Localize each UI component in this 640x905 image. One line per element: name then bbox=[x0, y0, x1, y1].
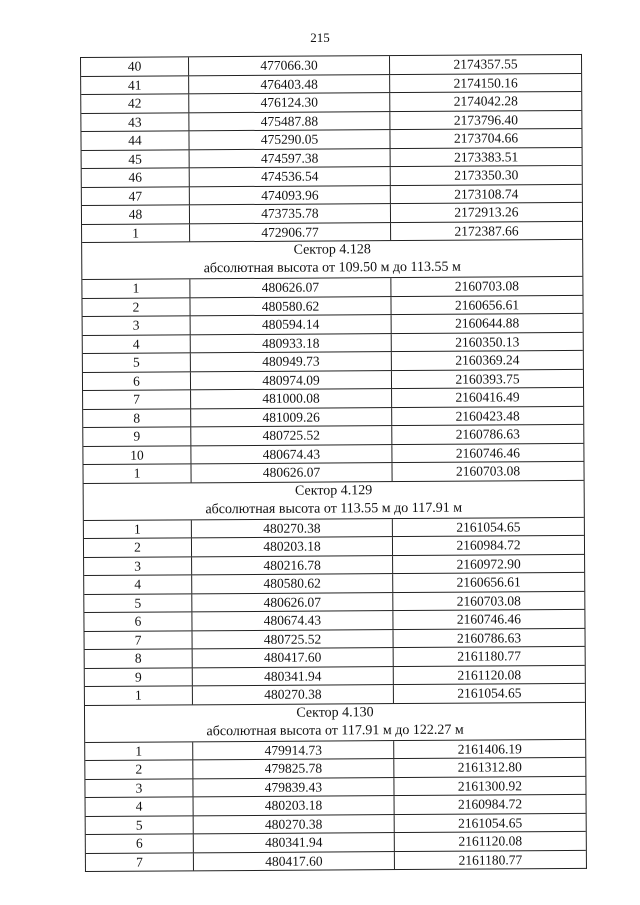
point-number-cell: 3 bbox=[85, 779, 193, 797]
point-number-cell: 7 bbox=[85, 631, 193, 649]
x-coordinate-cell: 480626.07 bbox=[190, 278, 391, 297]
point-number-cell: 1 bbox=[82, 224, 190, 242]
x-coordinate-cell: 477066.30 bbox=[189, 56, 390, 75]
table-row bbox=[82, 294, 582, 316]
x-coordinate-cell: 480203.18 bbox=[194, 796, 395, 815]
table-row bbox=[86, 849, 586, 871]
table-row bbox=[81, 109, 581, 131]
y-coordinate-cell: 2160656.61 bbox=[454, 296, 520, 313]
table-row bbox=[82, 165, 582, 187]
y-coordinate-cell: 2174042.28 bbox=[453, 93, 518, 109]
table-row bbox=[85, 646, 585, 668]
table-row bbox=[84, 609, 584, 631]
y-coordinate-cell: 2160423.48 bbox=[455, 407, 520, 424]
table-row bbox=[83, 424, 583, 446]
y-coordinate-cell: 2160416.49 bbox=[455, 389, 520, 405]
y-coordinate-cell: 2160972.90 bbox=[456, 555, 521, 572]
y-coordinate-cell: 2161054.65 bbox=[457, 685, 522, 701]
table-row bbox=[83, 461, 583, 483]
y-coordinate-cell: 2160786.63 bbox=[455, 426, 520, 442]
table-row bbox=[85, 757, 585, 779]
x-coordinate-cell: 475487.88 bbox=[189, 112, 390, 131]
y-coordinate-cell: 2160393.75 bbox=[455, 370, 520, 387]
x-coordinate-cell: 480417.60 bbox=[194, 852, 395, 871]
point-number-cell: 1 bbox=[84, 520, 192, 538]
point-number-cell: 2 bbox=[85, 760, 193, 778]
point-number-cell: 6 bbox=[83, 372, 191, 390]
point-number-cell: 1 bbox=[85, 686, 193, 704]
x-coordinate-cell: 479839.43 bbox=[193, 778, 394, 797]
y-coordinate-cell: 2161300.92 bbox=[457, 777, 523, 794]
x-coordinate-cell: 480270.38 bbox=[193, 685, 394, 704]
table-row bbox=[84, 535, 584, 557]
sector-title: Сектор 4.129 bbox=[294, 482, 373, 499]
sector-altitude-range: абсолютная высота от 113.55 м до 117.91 м bbox=[205, 500, 463, 517]
point-number-cell: 46 bbox=[82, 168, 190, 186]
x-coordinate-cell: 475290.05 bbox=[189, 130, 390, 149]
point-number-cell: 5 bbox=[83, 353, 191, 371]
point-number-cell: 47 bbox=[82, 187, 190, 205]
page-number: 215 bbox=[310, 30, 330, 45]
coordinate-table bbox=[80, 54, 587, 872]
x-coordinate-cell: 476124.30 bbox=[189, 93, 390, 112]
point-number-cell: 4 bbox=[83, 335, 191, 353]
y-coordinate-cell: 2160656.61 bbox=[456, 574, 521, 590]
table-row bbox=[83, 442, 583, 464]
x-coordinate-cell: 481009.26 bbox=[191, 408, 392, 427]
table-row bbox=[85, 664, 585, 686]
y-coordinate-cell: 2172913.26 bbox=[454, 204, 519, 220]
y-coordinate-cell: 2161120.08 bbox=[457, 666, 522, 683]
y-coordinate-cell: 2160746.46 bbox=[455, 444, 521, 461]
x-coordinate-cell: 474536.54 bbox=[190, 167, 391, 186]
point-number-cell: 10 bbox=[83, 446, 191, 464]
table-row bbox=[81, 128, 581, 150]
table-row bbox=[84, 516, 584, 538]
y-coordinate-cell: 2173108.74 bbox=[454, 185, 519, 202]
x-coordinate-cell: 480674.43 bbox=[191, 445, 392, 464]
table-row bbox=[85, 775, 585, 797]
table-row bbox=[81, 91, 581, 113]
y-coordinate-cell: 2160369.24 bbox=[455, 352, 520, 368]
point-number-cell: 42 bbox=[81, 94, 189, 112]
x-coordinate-cell: 480933.18 bbox=[191, 334, 392, 353]
table-row bbox=[81, 54, 581, 76]
x-coordinate-cell: 480580.62 bbox=[192, 574, 393, 593]
point-number-cell: 40 bbox=[81, 57, 189, 75]
point-number-cell: 5 bbox=[84, 594, 192, 612]
x-coordinate-cell: 480725.52 bbox=[193, 630, 394, 649]
y-coordinate-cell: 2161120.08 bbox=[458, 833, 523, 849]
table-row bbox=[83, 350, 583, 372]
x-coordinate-cell: 480341.94 bbox=[193, 667, 394, 686]
y-coordinate-cell: 2161054.65 bbox=[458, 814, 523, 831]
point-number-cell: 4 bbox=[84, 575, 192, 593]
point-number-cell: 3 bbox=[83, 316, 191, 334]
y-coordinate-cell: 2161180.77 bbox=[457, 648, 522, 664]
x-coordinate-cell: 480270.38 bbox=[194, 815, 395, 834]
table-row bbox=[81, 72, 581, 94]
sector-altitude-range: абсолютная высота от 117.91 м до 122.27 м bbox=[206, 722, 464, 739]
y-coordinate-cell: 2173796.40 bbox=[453, 111, 518, 128]
table-row bbox=[83, 331, 583, 353]
point-number-cell: 41 bbox=[81, 76, 189, 94]
point-number-cell: 44 bbox=[81, 131, 189, 149]
y-coordinate-cell: 2160703.08 bbox=[455, 463, 521, 479]
x-coordinate-cell: 480341.94 bbox=[194, 833, 395, 852]
table-row bbox=[86, 812, 586, 834]
point-number-cell: 45 bbox=[82, 150, 190, 168]
table-row bbox=[85, 683, 585, 705]
x-coordinate-cell: 480580.62 bbox=[190, 297, 391, 316]
sector-caption bbox=[82, 239, 582, 279]
point-number-cell: 6 bbox=[84, 612, 192, 630]
point-number-cell: 3 bbox=[84, 557, 192, 575]
table-row bbox=[82, 183, 582, 205]
sector-title: Сектор 4.130 bbox=[296, 704, 374, 721]
sector-title: Сектор 4.128 bbox=[293, 242, 371, 258]
table-row bbox=[82, 202, 582, 224]
table-row bbox=[83, 405, 583, 427]
point-number-cell: 4 bbox=[86, 797, 194, 815]
y-coordinate-cell: 2161054.65 bbox=[456, 518, 521, 535]
x-coordinate-cell: 474597.38 bbox=[190, 149, 391, 168]
point-number-cell: 8 bbox=[83, 409, 191, 427]
point-number-cell: 9 bbox=[83, 427, 191, 445]
x-coordinate-cell: 480203.18 bbox=[192, 537, 393, 556]
sector-altitude-range: абсолютная высота от 109.50 м до 113.55 м bbox=[203, 259, 461, 277]
table-row bbox=[84, 553, 584, 575]
y-coordinate-cell: 2173704.66 bbox=[453, 130, 519, 146]
x-coordinate-cell: 480594.14 bbox=[191, 315, 392, 334]
y-coordinate-cell: 2161312.80 bbox=[457, 759, 522, 775]
point-number-cell: 2 bbox=[82, 298, 190, 316]
x-coordinate-cell: 480626.07 bbox=[191, 463, 392, 482]
table-row bbox=[82, 276, 582, 298]
x-coordinate-cell: 479825.78 bbox=[193, 759, 394, 778]
y-coordinate-cell: 2160746.46 bbox=[456, 611, 522, 627]
x-coordinate-cell: 480270.38 bbox=[192, 519, 393, 538]
x-coordinate-cell: 476403.48 bbox=[189, 75, 390, 94]
table-row bbox=[84, 572, 584, 594]
y-coordinate-cell: 2174357.55 bbox=[453, 56, 518, 72]
y-coordinate-cell: 2160703.08 bbox=[456, 592, 521, 609]
sector-caption bbox=[85, 701, 585, 741]
table-row bbox=[83, 313, 583, 335]
point-number-cell: 7 bbox=[86, 853, 194, 871]
table-row bbox=[82, 220, 582, 242]
table-row bbox=[84, 590, 584, 612]
x-coordinate-cell: 474093.96 bbox=[190, 186, 391, 205]
table-row bbox=[86, 794, 586, 816]
x-coordinate-cell: 473735.78 bbox=[190, 204, 391, 223]
point-number-cell: 2 bbox=[84, 538, 192, 556]
point-number-cell: 8 bbox=[85, 649, 193, 667]
point-number-cell: 1 bbox=[82, 279, 190, 297]
table-row bbox=[82, 146, 582, 168]
x-coordinate-cell: 480417.60 bbox=[193, 648, 394, 667]
y-coordinate-cell: 2160703.08 bbox=[454, 278, 520, 294]
y-coordinate-cell: 2160984.72 bbox=[457, 796, 523, 812]
table-row bbox=[83, 387, 583, 409]
table-row bbox=[85, 627, 585, 649]
y-coordinate-cell: 2160644.88 bbox=[455, 315, 520, 331]
x-coordinate-cell: 480974.09 bbox=[191, 371, 392, 390]
x-coordinate-cell: 480216.78 bbox=[192, 556, 393, 575]
x-coordinate-cell: 480626.07 bbox=[192, 593, 393, 612]
x-coordinate-cell: 479914.73 bbox=[193, 741, 394, 760]
sector-caption bbox=[84, 479, 584, 519]
y-coordinate-cell: 2173350.30 bbox=[454, 167, 519, 183]
x-coordinate-cell: 472906.77 bbox=[190, 223, 391, 242]
x-coordinate-cell: 481000.08 bbox=[191, 389, 392, 408]
table-row bbox=[85, 738, 585, 760]
y-coordinate-cell: 2161406.19 bbox=[457, 740, 522, 757]
y-coordinate-cell: 2172387.66 bbox=[454, 222, 519, 239]
point-number-cell: 1 bbox=[85, 742, 193, 760]
y-coordinate-cell: 2161180.77 bbox=[458, 851, 523, 868]
point-number-cell: 48 bbox=[82, 205, 190, 223]
point-number-cell: 6 bbox=[86, 834, 194, 852]
point-number-cell: 7 bbox=[83, 390, 191, 408]
point-number-cell: 9 bbox=[85, 668, 193, 686]
x-coordinate-cell: 480674.43 bbox=[192, 611, 393, 630]
x-coordinate-cell: 480725.52 bbox=[191, 426, 392, 445]
x-coordinate-cell: 480949.73 bbox=[191, 352, 392, 371]
y-coordinate-cell: 2174150.16 bbox=[453, 74, 518, 91]
y-coordinate-cell: 2160786.63 bbox=[456, 629, 522, 646]
y-coordinate-cell: 2160984.72 bbox=[456, 537, 521, 553]
y-coordinate-cell: 2160350.13 bbox=[455, 333, 520, 350]
point-number-cell: 5 bbox=[86, 816, 194, 834]
point-number-cell: 1 bbox=[83, 464, 191, 482]
table-row bbox=[86, 831, 586, 853]
y-coordinate-cell: 2173383.51 bbox=[454, 148, 519, 165]
table-row bbox=[83, 368, 583, 390]
point-number-cell: 43 bbox=[81, 113, 189, 131]
